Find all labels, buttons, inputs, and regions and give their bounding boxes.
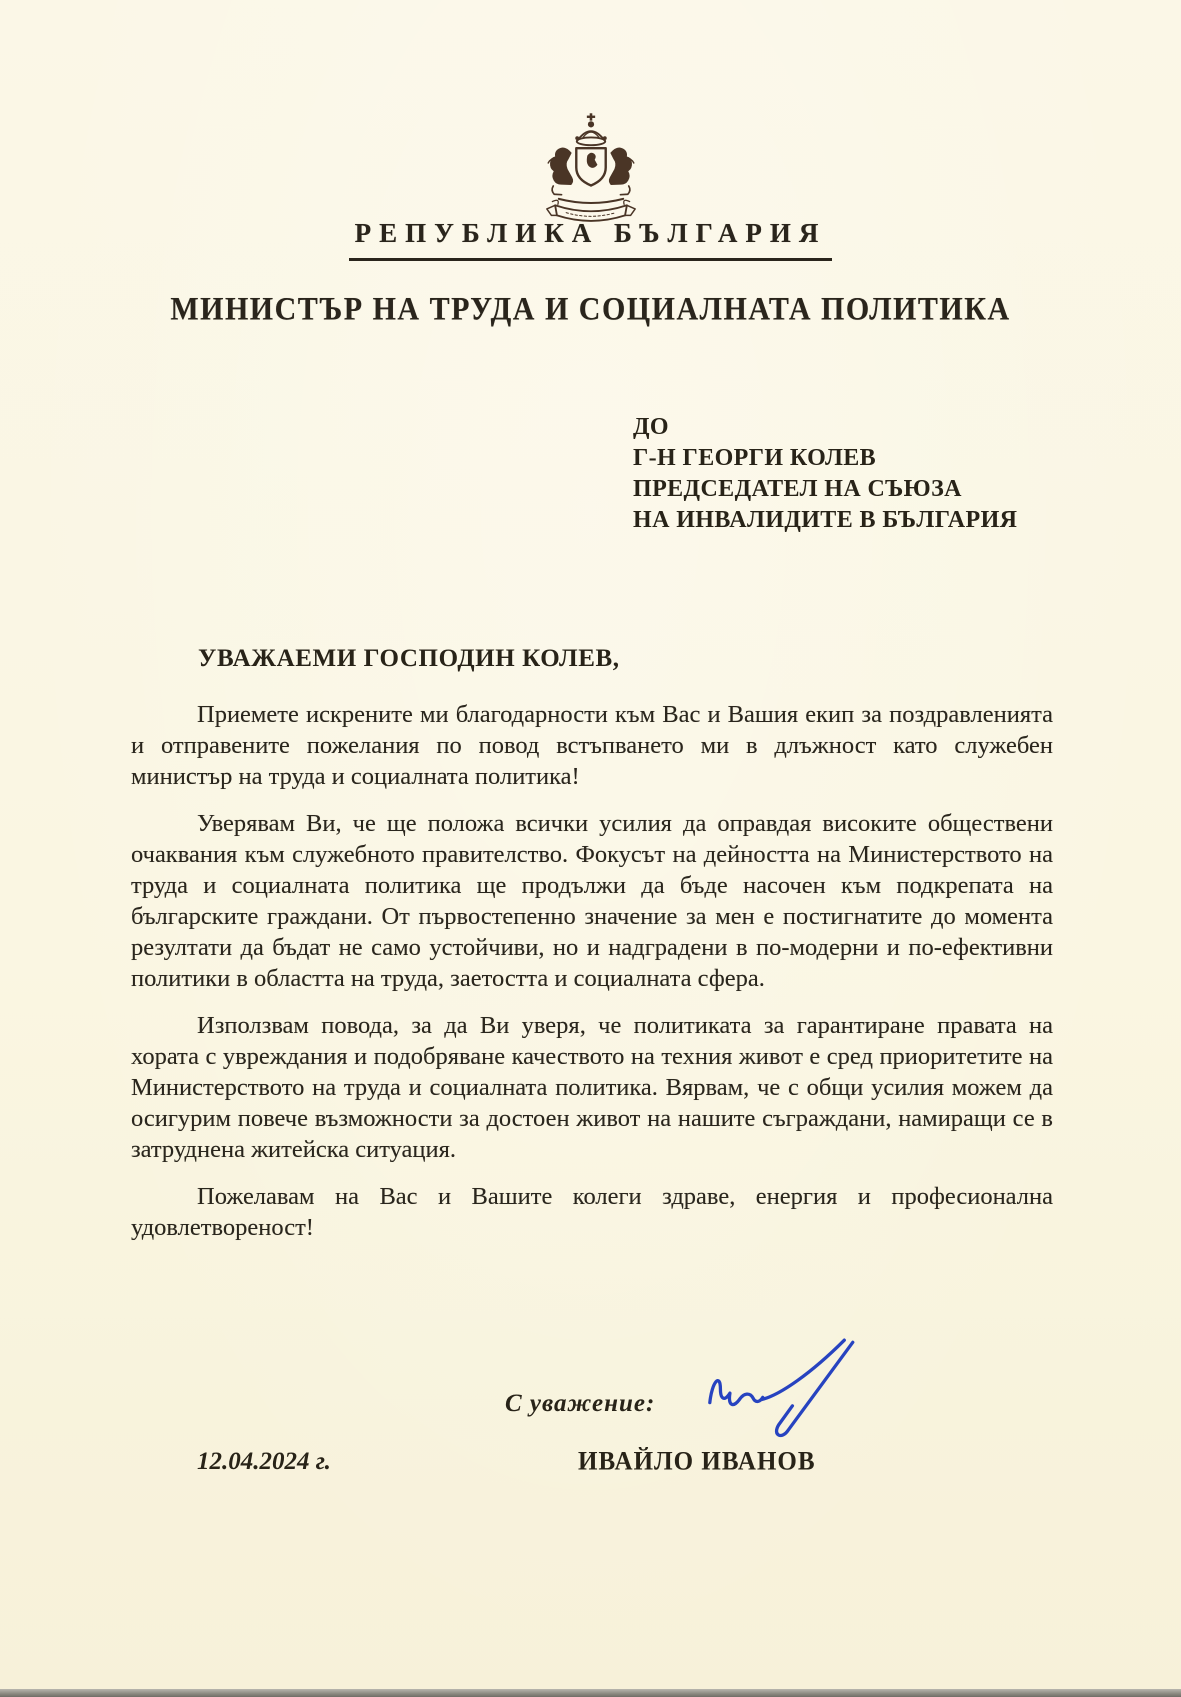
handwritten-signature-icon (695, 1332, 875, 1450)
salutation: УВАЖАЕМИ ГОСПОДИН КОЛЕВ, (198, 645, 620, 672)
country-title (0, 218, 1181, 261)
signer-name: ИВАЙЛО ИВАНОВ (578, 1447, 816, 1476)
scan-edge (0, 1689, 1181, 1697)
country-title-text: РЕПУБЛИКА БЪЛГАРИЯ (349, 218, 833, 261)
ministry-title: МИНИСТЪР НА ТРУДА И СОЦИАЛНАТА ПОЛИТИКА (170, 291, 1011, 328)
paragraph-3: Използвам повода, за да Ви уверя, че политиката за гарантиране правата на хората с увреждания и подобряване качеството на техния живот е сред приоритетите на Министерството на труда и социалната политика. Вярвам, че с общи усилия можем да осигурим повече възможности за достоен живот на нашите съграждани, намиращи се в затруднена житейска ситуация. (131, 1012, 1053, 1163)
valediction: С уважение: (505, 1390, 656, 1417)
letter-body (131, 699, 1053, 1259)
paragraph-1: Приемете искрените ми благодарности към Вас и Вашия екип за поздравленията и отправените пожелания по повод встъпването ми в длъжност като служебен министър на труда и социалната политика! (131, 701, 1053, 790)
letter-date: 12.04.2024 г. (197, 1448, 331, 1475)
recipient-block (633, 412, 1017, 536)
paragraph-2: Уверявам Ви, че ще положа всички усилия да оправдая високите обществени очаквания към служебното правителство. Фокусът на дейността на Министерството на труда и социалната политика ще продължи да бъде насочен към подкрепата на българските граждани. От първостепенно значение за мен е постигнатите до момента резултати да бъдат не само устойчиви, но и надградени в по-модерни и по-ефективни политики в областта на труда, заетостта и социалната сфера. (131, 810, 1053, 992)
recipient-line-title2: НА ИНВАЛИДИТЕ В БЪЛГАРИЯ (633, 507, 1018, 533)
paragraph-4: Пожелавам на Вас и Вашите колеги здраве, енергия и професионална удовлетвореност! (131, 1183, 1053, 1241)
recipient-line-to: ДО (633, 414, 669, 440)
recipient-line-title1: ПРЕДСЕДАТЕЛ НА СЪЮЗА (633, 476, 962, 502)
recipient-line-name: Г-Н ГЕОРГИ КОЛЕВ (633, 445, 877, 471)
